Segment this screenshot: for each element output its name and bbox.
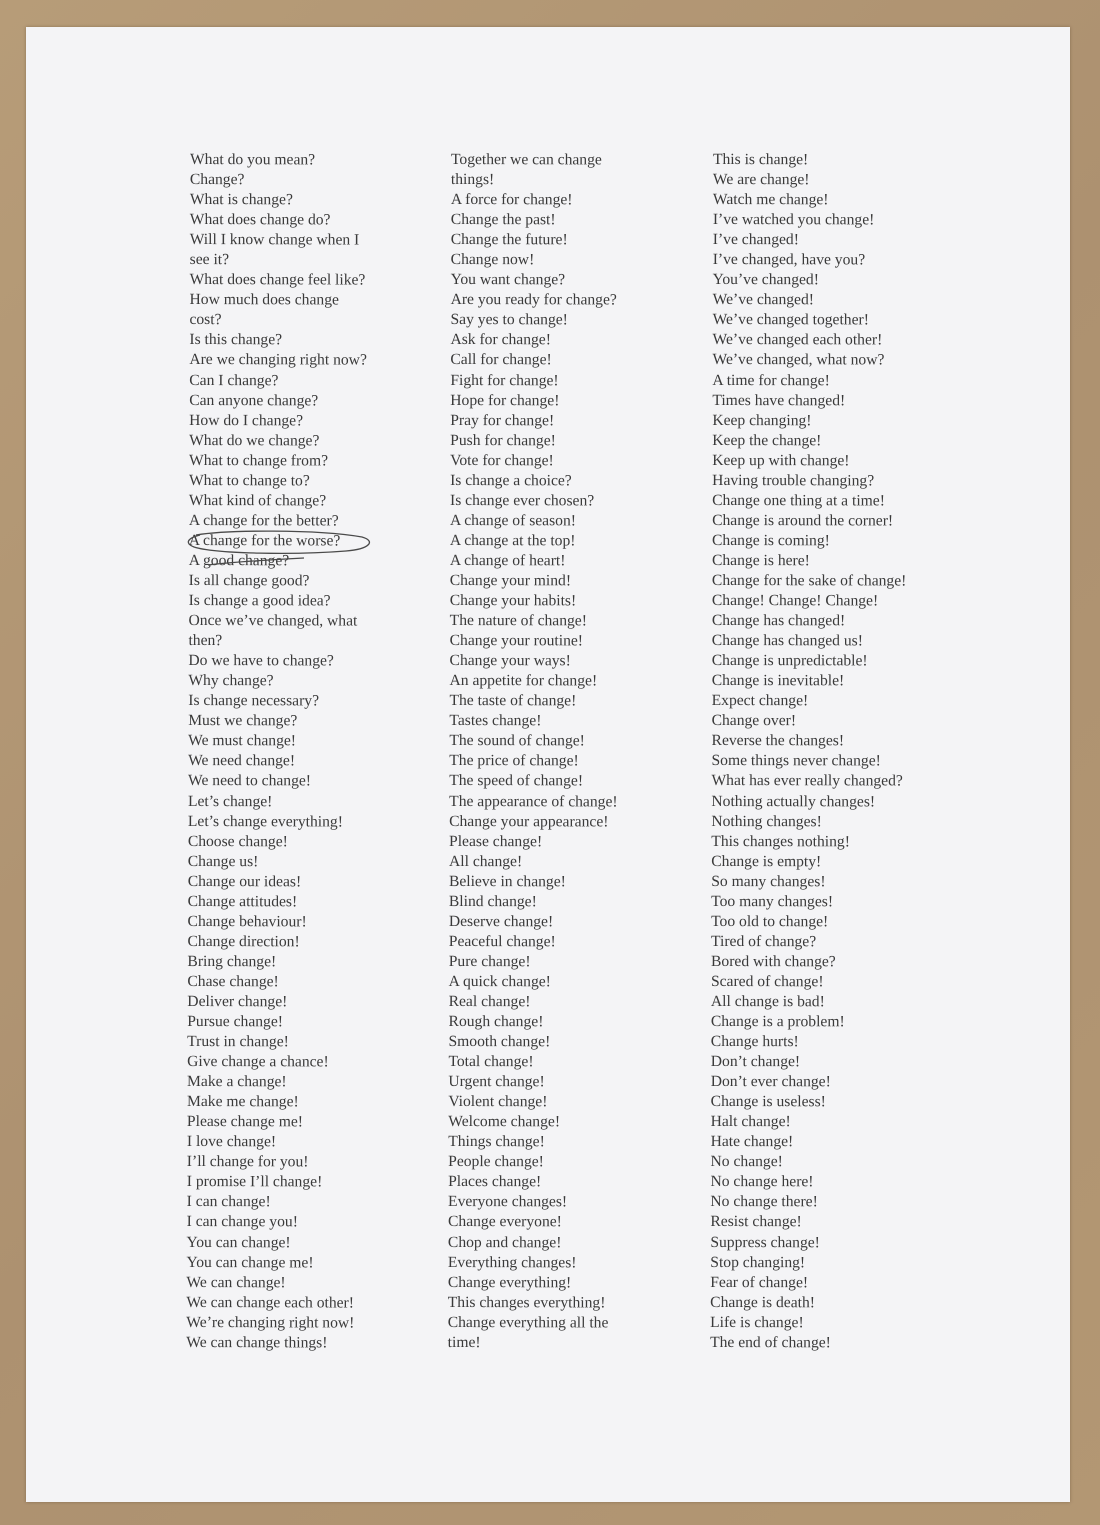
text-line: A change at the top!: [449, 531, 576, 550]
text-line: time!: [447, 1333, 481, 1351]
text-line: Change behaviour!: [187, 912, 307, 931]
text-line: Rough change!: [448, 1013, 544, 1031]
text-line: Is this change?: [189, 331, 283, 349]
text-line: Chase change!: [187, 972, 279, 991]
text-line: What kind of change?: [188, 491, 327, 510]
text-line: Change is inevitable!: [711, 672, 845, 690]
text-line: Reverse the changes!: [711, 732, 845, 750]
text-line: Please change me!: [186, 1113, 304, 1131]
text-line: Deserve change!: [448, 912, 554, 931]
text-line: Change is unpredictable!: [711, 652, 868, 670]
text-line: You can change me!: [186, 1253, 314, 1271]
text-line: Choose change!: [187, 832, 288, 850]
text-line: Is change necessary?: [188, 692, 320, 710]
text-line: Is change a choice?: [450, 471, 572, 490]
text-line: I’ve watched you change!: [712, 211, 875, 229]
text-line: Smooth change!: [448, 1033, 551, 1051]
text-line: No change here!: [710, 1173, 814, 1191]
text-line: Pure change!: [448, 952, 531, 971]
text-line: This changes nothing!: [711, 832, 850, 850]
text-line: Change your appearance!: [449, 812, 609, 830]
text-line: Change for the sake of change!: [711, 571, 907, 590]
text-line: What does change do?: [189, 211, 331, 229]
text-line: I love change!: [186, 1133, 277, 1151]
text-line: We’ve changed, what now?: [712, 351, 885, 369]
text-line: Fear of change!: [710, 1273, 809, 1291]
text-line: Deliver change!: [187, 992, 288, 1011]
text-line: Everyone changes!: [448, 1193, 568, 1211]
text-line: We need change!: [188, 752, 296, 770]
text-line: Keep up with change!: [712, 451, 850, 470]
text-line: The speed of change!: [449, 772, 584, 790]
text-line: Change?: [189, 171, 245, 189]
text-line: Can I change?: [189, 371, 279, 389]
text-line: We’re changing right now!: [186, 1313, 355, 1332]
text-line: Change is here!: [711, 551, 810, 570]
text-line: Ask for change!: [450, 331, 551, 349]
text-line: Call for change!: [450, 351, 552, 369]
text-line: then?: [188, 632, 223, 650]
text-line: We can change!: [186, 1273, 286, 1291]
text-line: Times have changed!: [712, 391, 846, 409]
text-line: Pray for change!: [450, 411, 555, 429]
text-line: Change is coming!: [712, 531, 830, 550]
text-line: Life is change!: [710, 1313, 804, 1331]
text-line: Change is death!: [710, 1293, 816, 1311]
text-line: Change direction!: [187, 932, 300, 951]
text-line: I’ll change for you!: [186, 1153, 309, 1171]
text-line: What is change?: [189, 191, 293, 209]
text-line: No change there!: [710, 1193, 818, 1211]
text-line: Resist change!: [710, 1213, 802, 1231]
text-line: Halt change!: [710, 1113, 791, 1131]
text-line: Change your mind!: [449, 571, 572, 590]
text-column-3: [710, 150, 907, 1353]
text-line: Change is useless!: [710, 1093, 826, 1111]
text-line: Why change?: [188, 672, 274, 690]
text-line: A good change?: [188, 551, 290, 570]
text-line: Is all change good?: [188, 571, 310, 590]
text-column-1: [186, 150, 367, 1353]
text-column-2: [448, 150, 620, 1353]
text-line: Are you ready for change?: [450, 291, 617, 309]
text-line: I’ve changed, have you?: [712, 251, 866, 269]
text-line: Change one thing at a time!: [712, 491, 885, 510]
text-line: Do we have to change?: [188, 652, 334, 670]
text-line: Make a change!: [187, 1073, 287, 1091]
text-line: The appearance of change!: [449, 792, 618, 810]
text-line: What to change from?: [188, 451, 329, 470]
text-line: Change is around the corner!: [712, 511, 894, 530]
text-line: Change the future!: [450, 231, 568, 249]
text-line: This is change!: [712, 151, 809, 169]
text-line: A change for the better?: [188, 511, 339, 530]
text-line: Together we can change: [450, 151, 602, 169]
text-line: see it?: [189, 251, 230, 269]
text-line: Real change!: [448, 992, 531, 1011]
text-line: things!: [450, 171, 495, 189]
text-line: Change has changed us!: [711, 632, 863, 650]
text-line: Change now!: [450, 251, 535, 269]
text-line: Scared of change!: [710, 972, 824, 991]
text-line: Hate change!: [710, 1133, 794, 1151]
text-line: An appetite for change!: [449, 672, 598, 690]
text-line: Keep the change!: [712, 431, 822, 449]
text-line: Too old to change!: [711, 912, 829, 931]
text-line: Everything changes!: [447, 1253, 577, 1271]
text-line: Are we changing right now?: [189, 351, 367, 370]
text-line: Suppress change!: [710, 1233, 820, 1251]
text-line: We’ve changed!: [712, 291, 814, 309]
text-line: Can anyone change?: [189, 391, 319, 409]
text-line: Vote for change!: [450, 451, 554, 469]
text-line: Bored with change?: [710, 952, 836, 971]
text-line: Change has changed!: [711, 612, 846, 630]
text-line: Change your ways!: [449, 652, 571, 670]
text-line: Must we change?: [188, 712, 298, 730]
text-line: Total change!: [448, 1053, 534, 1071]
text-line: Change the past!: [450, 211, 556, 229]
text-line: Stop changing!: [710, 1253, 806, 1271]
text-line: Tired of change?: [711, 932, 817, 951]
text-line: Tastes change!: [449, 712, 542, 730]
text-line: The price of change!: [449, 752, 579, 770]
text-line: Some things never change!: [711, 752, 881, 770]
text-line: Push for change!: [450, 431, 556, 449]
text-line: Violent change!: [448, 1093, 548, 1111]
text-line: Is change a good idea?: [188, 592, 331, 610]
text-line: What do you mean?: [189, 151, 316, 169]
text-line: Believe in change!: [448, 872, 566, 891]
text-line: This changes everything!: [447, 1293, 606, 1312]
text-line: All change!: [448, 852, 523, 870]
text-line: Change is a problem!: [710, 1013, 845, 1031]
text-line: We need to change!: [187, 772, 312, 790]
text-line: Trust in change!: [187, 1033, 289, 1051]
text-line: Don’t change!: [710, 1053, 801, 1071]
text-line: Change over!: [711, 712, 797, 730]
text-line: Nothing actually changes!: [711, 792, 876, 810]
text-line: I can change!: [186, 1193, 271, 1211]
text-line: How do I change?: [189, 411, 304, 429]
text-line: Don’t ever change!: [710, 1073, 831, 1091]
text-line: Bring change!: [187, 952, 277, 971]
text-line: Change everyone!: [447, 1213, 562, 1231]
text-line: Once we’ve changed, what: [188, 612, 358, 630]
text-line: What do we change?: [189, 431, 320, 450]
text-line: Places change!: [448, 1173, 542, 1191]
text-line: We’ve changed each other!: [712, 331, 883, 349]
text-line: All change is bad!: [710, 992, 825, 1011]
text-line: Change is empty!: [711, 852, 822, 870]
text-line: Will I know change when I: [189, 231, 360, 249]
text-line: So many changes!: [711, 872, 826, 890]
text-line: The taste of change!: [449, 692, 577, 710]
text-line: How much does change: [189, 291, 339, 309]
text-line: Change hurts!: [710, 1033, 799, 1051]
text-line: We can change things!: [186, 1333, 328, 1352]
text-line: Make me change!: [186, 1093, 299, 1111]
text-line: Having trouble changing?: [712, 471, 875, 490]
text-line: We must change!: [188, 732, 297, 750]
text-line: You can change!: [186, 1233, 291, 1251]
text-line: Please change!: [449, 832, 543, 850]
text-line: Hope for change!: [450, 391, 560, 409]
text-line: The end of change!: [710, 1333, 831, 1352]
text-line: Watch me change!: [712, 191, 829, 209]
text-line: Let’s change everything!: [187, 812, 343, 831]
text-line: Nothing changes!: [711, 812, 822, 830]
text-line: The nature of change!: [449, 612, 587, 630]
text-line: A change of heart!: [449, 551, 566, 570]
text-line: Chop and change!: [447, 1233, 562, 1251]
text-line: Fight for change!: [450, 371, 559, 389]
text-line: Change! Change! Change!: [711, 592, 879, 610]
text-line: Keep changing!: [712, 411, 812, 429]
text-line: Change attitudes!: [187, 892, 298, 911]
text-line: No change!: [710, 1153, 783, 1171]
text-line: Expect change!: [711, 692, 809, 710]
text-line: A quick change!: [448, 972, 551, 991]
text-line: Change our ideas!: [187, 872, 302, 891]
text-line: What to change to?: [188, 471, 310, 490]
text-line: I can change you!: [186, 1213, 298, 1231]
text-line: Change us!: [187, 852, 259, 870]
text-line: Is change ever chosen?: [449, 491, 595, 510]
text-line: People change!: [448, 1153, 544, 1171]
text-line: A change of season!: [449, 511, 577, 530]
text-line: You’ve changed!: [712, 271, 819, 289]
text-line: I promise I’ll change!: [186, 1173, 323, 1191]
text-line: A time for change!: [712, 371, 830, 389]
text-line: We can change each other!: [186, 1293, 354, 1312]
text-line: What has ever really changed?: [711, 772, 903, 790]
text-line: Change everything all the: [447, 1313, 609, 1332]
text-line: We’ve changed together!: [712, 311, 869, 329]
text-line: Too many changes!: [711, 892, 834, 911]
text-line: Things change!: [448, 1133, 545, 1151]
text-line: Let’s change!: [187, 792, 273, 810]
text-line: You want change?: [450, 271, 566, 289]
text-line: The sound of change!: [449, 732, 585, 750]
text-line: Change your habits!: [449, 592, 577, 610]
text-line: Welcome change!: [448, 1113, 561, 1131]
text-line: Change your routine!: [449, 632, 584, 650]
text-line: Pursue change!: [187, 1013, 283, 1031]
text-line: Urgent change!: [448, 1073, 545, 1091]
text-line: I’ve changed!: [712, 231, 799, 249]
text-line: cost?: [189, 311, 222, 329]
text-line: Blind change!: [448, 892, 537, 910]
text-line: What does change feel like?: [189, 271, 366, 289]
text-line: We are change!: [712, 171, 810, 189]
text-line: Change everything!: [447, 1273, 572, 1291]
text-line: A change for the worse?: [188, 531, 341, 550]
text-line: A force for change!: [450, 191, 573, 209]
text-line: Say yes to change!: [450, 311, 568, 329]
text-line: Give change a chance!: [187, 1053, 329, 1071]
text-line: Peaceful change!: [448, 932, 556, 951]
